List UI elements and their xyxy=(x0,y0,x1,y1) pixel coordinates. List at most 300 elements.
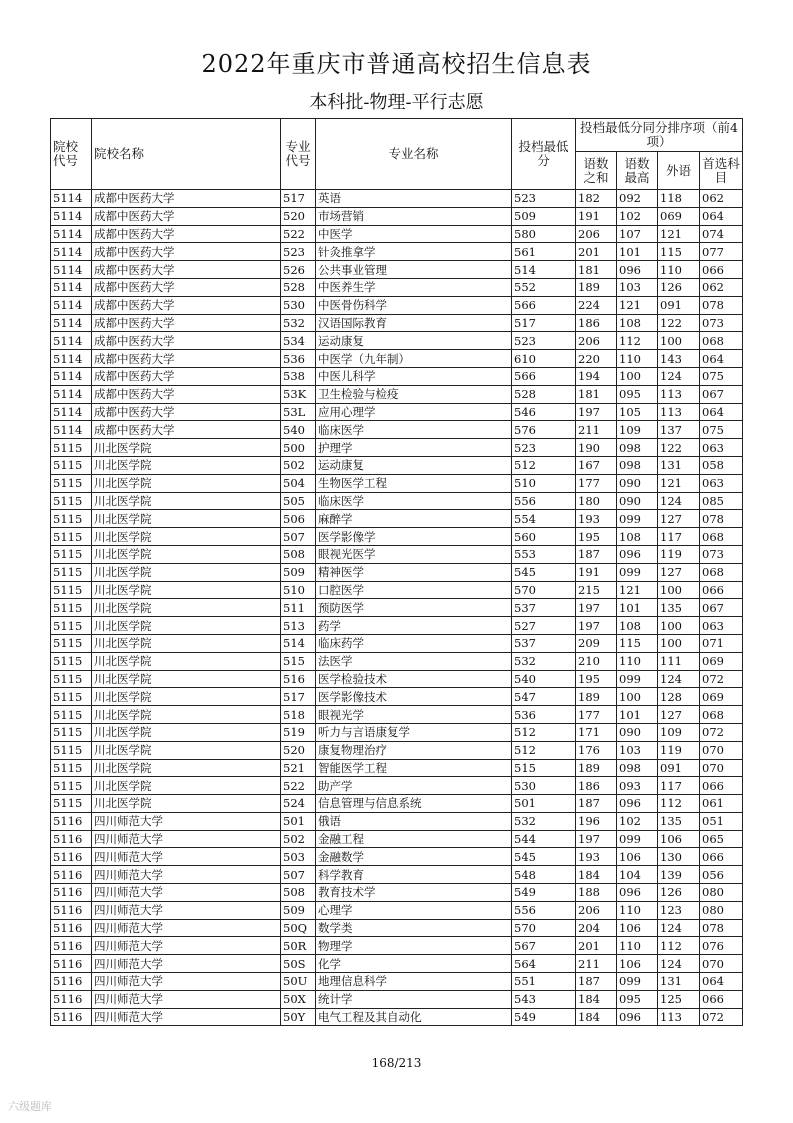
cell-chn-math-sum: 187 xyxy=(576,545,617,563)
cell-school-code: 5114 xyxy=(51,367,92,385)
cell-foreign: 131 xyxy=(658,456,700,474)
cell-first-subject: 051 xyxy=(700,812,743,830)
table-row xyxy=(51,688,743,706)
table-row xyxy=(51,830,743,848)
table-row xyxy=(51,937,743,955)
table-row xyxy=(51,456,743,474)
cell-chn-math-max: 115 xyxy=(617,634,658,652)
cell-major-name: 中医骨伤科学 xyxy=(316,296,512,314)
cell-major-name: 公共事业管理 xyxy=(316,261,512,279)
cell-min-score: 527 xyxy=(512,617,576,635)
cell-chn-math-max: 093 xyxy=(617,777,658,795)
table-row xyxy=(51,581,743,599)
cell-chn-math-sum: 211 xyxy=(576,955,617,973)
cell-first-subject: 072 xyxy=(700,670,743,688)
table-row xyxy=(51,599,743,617)
cell-chn-math-sum: 193 xyxy=(576,848,617,866)
cell-foreign: 131 xyxy=(658,973,700,991)
cell-chn-math-sum: 189 xyxy=(576,759,617,777)
cell-first-subject: 063 xyxy=(700,617,743,635)
cell-chn-math-sum: 182 xyxy=(576,190,617,208)
cell-foreign: 113 xyxy=(658,403,700,421)
cell-chn-math-sum: 167 xyxy=(576,456,617,474)
cell-foreign: 112 xyxy=(658,937,700,955)
cell-chn-math-sum: 206 xyxy=(576,225,617,243)
cell-school-name: 成都中医药大学 xyxy=(92,225,281,243)
admission-table xyxy=(50,118,743,1026)
watermark-badge: 六级题库 xyxy=(8,1100,52,1113)
cell-school-name: 川北医学院 xyxy=(92,439,281,457)
cell-major-code: 502 xyxy=(281,456,316,474)
cell-chn-math-sum: 186 xyxy=(576,777,617,795)
table-row xyxy=(51,243,743,261)
cell-min-score: 509 xyxy=(512,207,576,225)
cell-major-name: 金融数学 xyxy=(316,848,512,866)
cell-first-subject: 073 xyxy=(700,545,743,563)
cell-major-code: 50U xyxy=(281,973,316,991)
table-row xyxy=(51,1008,743,1026)
cell-chn-math-max: 090 xyxy=(617,723,658,741)
cell-major-code: 510 xyxy=(281,581,316,599)
cell-chn-math-sum: 209 xyxy=(576,634,617,652)
cell-min-score: 546 xyxy=(512,403,576,421)
cell-chn-math-max: 106 xyxy=(617,955,658,973)
cell-school-name: 川北医学院 xyxy=(92,528,281,546)
cell-min-score: 523 xyxy=(512,439,576,457)
cell-chn-math-max: 103 xyxy=(617,278,658,296)
cell-school-name: 川北医学院 xyxy=(92,670,281,688)
cell-chn-math-max: 108 xyxy=(617,528,658,546)
cell-foreign: 130 xyxy=(658,848,700,866)
cell-min-score: 561 xyxy=(512,243,576,261)
cell-school-code: 5116 xyxy=(51,937,92,955)
cell-chn-math-max: 096 xyxy=(617,884,658,902)
cell-chn-math-sum: 189 xyxy=(576,688,617,706)
cell-foreign: 117 xyxy=(658,777,700,795)
cell-major-name: 法医学 xyxy=(316,652,512,670)
table-row xyxy=(51,563,743,581)
cell-major-code: 509 xyxy=(281,901,316,919)
table-row xyxy=(51,385,743,403)
table-row xyxy=(51,492,743,510)
cell-chn-math-max: 096 xyxy=(617,795,658,813)
table-row xyxy=(51,741,743,759)
cell-major-code: 520 xyxy=(281,207,316,225)
cell-chn-math-sum: 176 xyxy=(576,741,617,759)
cell-major-code: 504 xyxy=(281,474,316,492)
cell-school-name: 成都中医药大学 xyxy=(92,350,281,368)
cell-school-name: 四川师范大学 xyxy=(92,901,281,919)
cell-min-score: 610 xyxy=(512,350,576,368)
cell-foreign: 122 xyxy=(658,439,700,457)
cell-school-code: 5114 xyxy=(51,243,92,261)
table-row xyxy=(51,848,743,866)
cell-chn-math-sum: 197 xyxy=(576,403,617,421)
cell-foreign: 106 xyxy=(658,830,700,848)
table-row xyxy=(51,759,743,777)
table-row xyxy=(51,296,743,314)
cell-major-name: 口腔医学 xyxy=(316,581,512,599)
cell-school-name: 成都中医药大学 xyxy=(92,296,281,314)
cell-chn-math-max: 096 xyxy=(617,1008,658,1026)
cell-major-name: 应用心理学 xyxy=(316,403,512,421)
cell-school-code: 5115 xyxy=(51,528,92,546)
cell-foreign: 115 xyxy=(658,243,700,261)
table-row xyxy=(51,634,743,652)
cell-chn-math-max: 098 xyxy=(617,439,658,457)
cell-major-name: 中医学 xyxy=(316,225,512,243)
cell-school-name: 四川师范大学 xyxy=(92,937,281,955)
cell-chn-math-sum: 180 xyxy=(576,492,617,510)
cell-school-code: 5115 xyxy=(51,474,92,492)
cell-first-subject: 080 xyxy=(700,901,743,919)
cell-major-name: 化学 xyxy=(316,955,512,973)
cell-school-name: 四川师范大学 xyxy=(92,884,281,902)
cell-first-subject: 064 xyxy=(700,350,743,368)
cell-major-name: 生物医学工程 xyxy=(316,474,512,492)
cell-chn-math-max: 099 xyxy=(617,510,658,528)
cell-major-code: 530 xyxy=(281,296,316,314)
cell-min-score: 554 xyxy=(512,510,576,528)
cell-min-score: 545 xyxy=(512,563,576,581)
cell-school-name: 川北医学院 xyxy=(92,706,281,724)
cell-school-code: 5116 xyxy=(51,884,92,902)
cell-chn-math-sum: 197 xyxy=(576,830,617,848)
cell-first-subject: 075 xyxy=(700,367,743,385)
cell-school-name: 川北医学院 xyxy=(92,688,281,706)
cell-foreign: 121 xyxy=(658,225,700,243)
table-row xyxy=(51,350,743,368)
cell-chn-math-sum: 187 xyxy=(576,973,617,991)
cell-chn-math-sum: 184 xyxy=(576,866,617,884)
cell-school-code: 5116 xyxy=(51,1008,92,1026)
cell-school-name: 川北医学院 xyxy=(92,545,281,563)
cell-foreign: 100 xyxy=(658,617,700,635)
cell-chn-math-sum: 201 xyxy=(576,243,617,261)
cell-min-score: 551 xyxy=(512,973,576,991)
cell-min-score: 552 xyxy=(512,278,576,296)
cell-foreign: 127 xyxy=(658,706,700,724)
cell-first-subject: 064 xyxy=(700,403,743,421)
table-row xyxy=(51,866,743,884)
cell-first-subject: 063 xyxy=(700,474,743,492)
cell-foreign: 122 xyxy=(658,314,700,332)
cell-major-code: 515 xyxy=(281,652,316,670)
header-chn-math-max: 语数最高 xyxy=(617,152,658,190)
cell-first-subject: 061 xyxy=(700,795,743,813)
table-row xyxy=(51,617,743,635)
cell-chn-math-sum: 204 xyxy=(576,919,617,937)
cell-chn-math-sum: 197 xyxy=(576,617,617,635)
cell-min-score: 549 xyxy=(512,884,576,902)
cell-foreign: 124 xyxy=(658,492,700,510)
cell-foreign: 127 xyxy=(658,510,700,528)
cell-major-code: 509 xyxy=(281,563,316,581)
cell-foreign: 135 xyxy=(658,812,700,830)
cell-min-score: 512 xyxy=(512,723,576,741)
cell-school-name: 成都中医药大学 xyxy=(92,278,281,296)
cell-major-name: 临床医学 xyxy=(316,492,512,510)
cell-foreign: 126 xyxy=(658,884,700,902)
cell-major-name: 护理学 xyxy=(316,439,512,457)
table-row xyxy=(51,652,743,670)
cell-school-name: 四川师范大学 xyxy=(92,990,281,1008)
cell-chn-math-sum: 195 xyxy=(576,528,617,546)
cell-major-name: 医学影像学 xyxy=(316,528,512,546)
cell-school-name: 川北医学院 xyxy=(92,741,281,759)
cell-school-code: 5114 xyxy=(51,296,92,314)
cell-major-code: 522 xyxy=(281,777,316,795)
cell-major-name: 汉语国际教育 xyxy=(316,314,512,332)
cell-school-code: 5116 xyxy=(51,919,92,937)
cell-school-name: 川北医学院 xyxy=(92,563,281,581)
cell-major-name: 市场营销 xyxy=(316,207,512,225)
cell-first-subject: 078 xyxy=(700,919,743,937)
cell-school-name: 成都中医药大学 xyxy=(92,261,281,279)
cell-school-code: 5114 xyxy=(51,207,92,225)
cell-first-subject: 070 xyxy=(700,741,743,759)
cell-school-code: 5115 xyxy=(51,545,92,563)
cell-major-name: 智能医学工程 xyxy=(316,759,512,777)
cell-first-subject: 064 xyxy=(700,207,743,225)
cell-major-name: 预防医学 xyxy=(316,599,512,617)
cell-chn-math-sum: 206 xyxy=(576,901,617,919)
cell-major-name: 电气工程及其自动化 xyxy=(316,1008,512,1026)
table-row xyxy=(51,973,743,991)
cell-chn-math-max: 099 xyxy=(617,973,658,991)
table-row xyxy=(51,706,743,724)
cell-chn-math-max: 099 xyxy=(617,563,658,581)
cell-major-code: 538 xyxy=(281,367,316,385)
cell-chn-math-max: 092 xyxy=(617,190,658,208)
cell-chn-math-max: 102 xyxy=(617,812,658,830)
cell-foreign: 124 xyxy=(658,955,700,973)
cell-foreign: 100 xyxy=(658,332,700,350)
cell-foreign: 091 xyxy=(658,759,700,777)
cell-chn-math-sum: 210 xyxy=(576,652,617,670)
cell-school-name: 成都中医药大学 xyxy=(92,190,281,208)
cell-major-code: 53K xyxy=(281,385,316,403)
cell-school-name: 成都中医药大学 xyxy=(92,421,281,439)
cell-chn-math-sum: 188 xyxy=(576,884,617,902)
cell-chn-math-max: 099 xyxy=(617,670,658,688)
cell-school-name: 川北医学院 xyxy=(92,510,281,528)
cell-chn-math-max: 100 xyxy=(617,688,658,706)
cell-chn-math-sum: 177 xyxy=(576,474,617,492)
cell-major-code: 501 xyxy=(281,812,316,830)
cell-chn-math-max: 103 xyxy=(617,741,658,759)
table-row xyxy=(51,528,743,546)
cell-major-name: 运动康复 xyxy=(316,456,512,474)
cell-chn-math-max: 096 xyxy=(617,261,658,279)
cell-chn-math-max: 110 xyxy=(617,937,658,955)
cell-first-subject: 071 xyxy=(700,634,743,652)
cell-foreign: 126 xyxy=(658,278,700,296)
cell-foreign: 143 xyxy=(658,350,700,368)
cell-chn-math-max: 102 xyxy=(617,207,658,225)
table-row xyxy=(51,884,743,902)
header-chn-math-sum: 语数之和 xyxy=(576,152,617,190)
header-tie-group: 投档最低分同分排序项（前4项） xyxy=(576,119,743,152)
table-row xyxy=(51,403,743,421)
cell-school-code: 5116 xyxy=(51,955,92,973)
cell-min-score: 537 xyxy=(512,634,576,652)
cell-school-code: 5116 xyxy=(51,812,92,830)
cell-chn-math-sum: 194 xyxy=(576,367,617,385)
cell-first-subject: 072 xyxy=(700,723,743,741)
cell-major-name: 科学教育 xyxy=(316,866,512,884)
table-row xyxy=(51,545,743,563)
cell-school-code: 5116 xyxy=(51,830,92,848)
cell-major-name: 麻醉学 xyxy=(316,510,512,528)
cell-school-code: 5116 xyxy=(51,848,92,866)
cell-chn-math-sum: 189 xyxy=(576,278,617,296)
cell-chn-math-sum: 215 xyxy=(576,581,617,599)
cell-major-name: 地理信息科学 xyxy=(316,973,512,991)
cell-major-code: 508 xyxy=(281,884,316,902)
cell-major-name: 听力与言语康复学 xyxy=(316,723,512,741)
cell-school-code: 5115 xyxy=(51,599,92,617)
cell-major-name: 物理学 xyxy=(316,937,512,955)
cell-school-name: 成都中医药大学 xyxy=(92,385,281,403)
cell-school-code: 5114 xyxy=(51,403,92,421)
cell-min-score: 528 xyxy=(512,385,576,403)
cell-min-score: 523 xyxy=(512,190,576,208)
cell-major-code: 50Q xyxy=(281,919,316,937)
cell-chn-math-sum: 181 xyxy=(576,261,617,279)
cell-chn-math-max: 099 xyxy=(617,830,658,848)
cell-min-score: 540 xyxy=(512,670,576,688)
cell-first-subject: 080 xyxy=(700,884,743,902)
cell-chn-math-max: 110 xyxy=(617,350,658,368)
cell-major-code: 50Y xyxy=(281,1008,316,1026)
table-row xyxy=(51,777,743,795)
cell-min-score: 570 xyxy=(512,581,576,599)
cell-min-score: 570 xyxy=(512,919,576,937)
cell-major-name: 金融工程 xyxy=(316,830,512,848)
cell-first-subject: 066 xyxy=(700,581,743,599)
header-foreign: 外语 xyxy=(658,152,700,190)
table-row xyxy=(51,367,743,385)
table-row xyxy=(51,795,743,813)
table-row xyxy=(51,474,743,492)
cell-school-name: 川北医学院 xyxy=(92,777,281,795)
cell-major-code: 532 xyxy=(281,314,316,332)
cell-first-subject: 068 xyxy=(700,563,743,581)
cell-major-code: 516 xyxy=(281,670,316,688)
cell-chn-math-sum: 211 xyxy=(576,421,617,439)
cell-min-score: 567 xyxy=(512,937,576,955)
cell-foreign: 137 xyxy=(658,421,700,439)
cell-foreign: 139 xyxy=(658,866,700,884)
cell-chn-math-max: 100 xyxy=(617,367,658,385)
cell-school-name: 四川师范大学 xyxy=(92,848,281,866)
table-row xyxy=(51,990,743,1008)
cell-school-code: 5115 xyxy=(51,759,92,777)
cell-school-code: 5116 xyxy=(51,866,92,884)
cell-chn-math-max: 106 xyxy=(617,919,658,937)
table-row xyxy=(51,314,743,332)
cell-school-code: 5115 xyxy=(51,439,92,457)
cell-min-score: 537 xyxy=(512,599,576,617)
cell-major-name: 精神医学 xyxy=(316,563,512,581)
cell-school-code: 5115 xyxy=(51,795,92,813)
table-row xyxy=(51,955,743,973)
cell-first-subject: 078 xyxy=(700,510,743,528)
cell-school-name: 四川师范大学 xyxy=(92,830,281,848)
cell-min-score: 515 xyxy=(512,759,576,777)
table-body xyxy=(51,190,743,1026)
cell-school-name: 川北医学院 xyxy=(92,581,281,599)
cell-school-code: 5115 xyxy=(51,456,92,474)
cell-major-name: 眼视光学 xyxy=(316,706,512,724)
table-row xyxy=(51,332,743,350)
cell-major-code: 517 xyxy=(281,688,316,706)
cell-first-subject: 070 xyxy=(700,955,743,973)
cell-foreign: 135 xyxy=(658,599,700,617)
cell-major-code: 526 xyxy=(281,261,316,279)
cell-first-subject: 073 xyxy=(700,314,743,332)
cell-min-score: 549 xyxy=(512,1008,576,1026)
cell-first-subject: 062 xyxy=(700,190,743,208)
cell-major-code: 503 xyxy=(281,848,316,866)
cell-major-name: 药学 xyxy=(316,617,512,635)
cell-school-code: 5115 xyxy=(51,723,92,741)
cell-chn-math-max: 109 xyxy=(617,421,658,439)
cell-first-subject: 076 xyxy=(700,937,743,955)
cell-school-name: 四川师范大学 xyxy=(92,866,281,884)
cell-foreign: 124 xyxy=(658,367,700,385)
cell-major-code: 523 xyxy=(281,243,316,261)
cell-major-code: 540 xyxy=(281,421,316,439)
cell-min-score: 548 xyxy=(512,866,576,884)
cell-school-code: 5114 xyxy=(51,225,92,243)
cell-foreign: 100 xyxy=(658,581,700,599)
cell-major-name: 医学检验技术 xyxy=(316,670,512,688)
cell-first-subject: 066 xyxy=(700,261,743,279)
cell-chn-math-max: 107 xyxy=(617,225,658,243)
cell-major-name: 统计学 xyxy=(316,990,512,1008)
cell-min-score: 523 xyxy=(512,332,576,350)
cell-chn-math-sum: 191 xyxy=(576,207,617,225)
cell-school-name: 川北医学院 xyxy=(92,474,281,492)
cell-first-subject: 069 xyxy=(700,688,743,706)
cell-min-score: 532 xyxy=(512,652,576,670)
cell-major-name: 助产学 xyxy=(316,777,512,795)
cell-foreign: 121 xyxy=(658,474,700,492)
cell-school-name: 川北医学院 xyxy=(92,634,281,652)
cell-min-score: 553 xyxy=(512,545,576,563)
cell-min-score: 566 xyxy=(512,296,576,314)
cell-chn-math-sum: 220 xyxy=(576,350,617,368)
cell-first-subject: 075 xyxy=(700,421,743,439)
cell-major-code: 528 xyxy=(281,278,316,296)
page-title: 2022年重庆市普通高校招生信息表 xyxy=(201,50,592,78)
cell-school-name: 川北医学院 xyxy=(92,723,281,741)
cell-chn-math-sum: 193 xyxy=(576,510,617,528)
cell-major-name: 数学类 xyxy=(316,919,512,937)
cell-school-code: 5115 xyxy=(51,741,92,759)
cell-chn-math-max: 101 xyxy=(617,706,658,724)
cell-first-subject: 067 xyxy=(700,385,743,403)
cell-major-name: 中医儿科学 xyxy=(316,367,512,385)
cell-school-code: 5116 xyxy=(51,901,92,919)
cell-chn-math-max: 110 xyxy=(617,901,658,919)
header-school-code: 院校代号 xyxy=(51,119,92,190)
cell-first-subject: 068 xyxy=(700,528,743,546)
cell-school-name: 成都中医药大学 xyxy=(92,207,281,225)
cell-school-name: 四川师范大学 xyxy=(92,955,281,973)
